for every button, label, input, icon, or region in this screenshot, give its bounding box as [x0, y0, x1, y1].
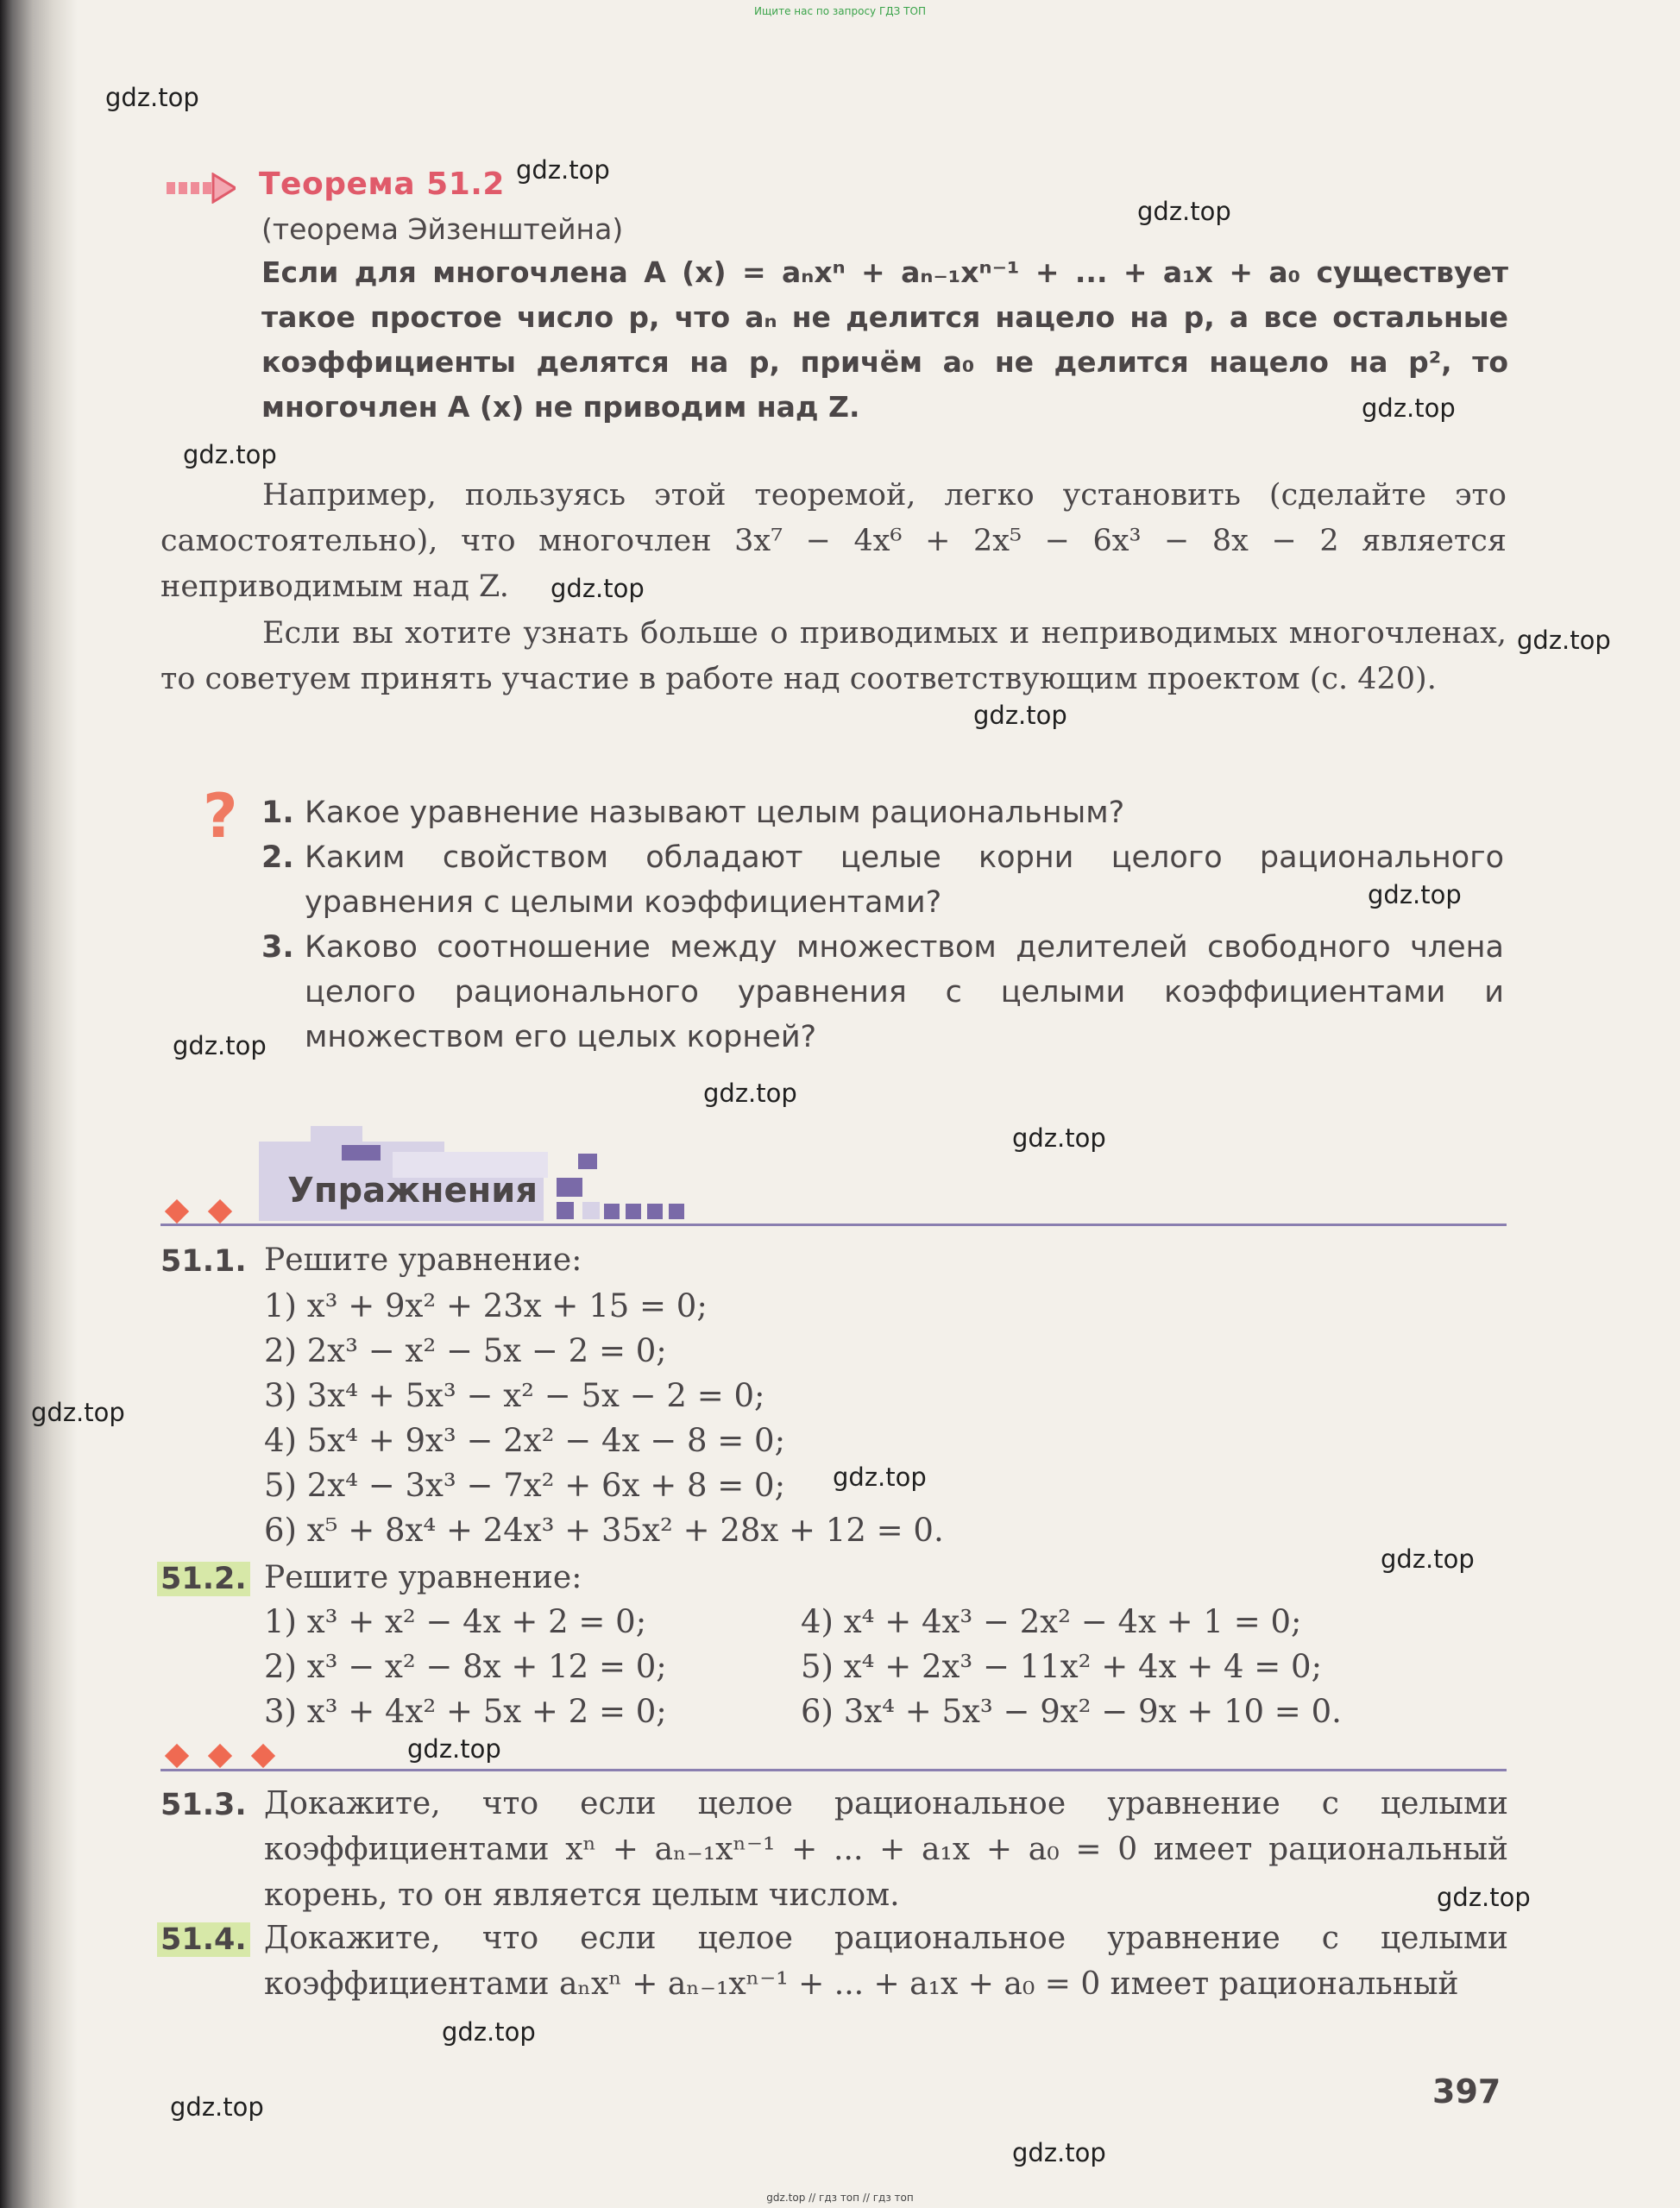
- watermark: gdz.top: [703, 1079, 797, 1108]
- paragraph: Если вы хотите узнать больше о приводимых и неприводимых многочленах, то советуем принять участие в работе над соответствующим проектом (с. 420).: [160, 616, 1507, 696]
- exercise-text: Докажите, что если целое рациональное уравнение с целыми коэффициентами xⁿ + aₙ₋₁xⁿ⁻¹ + ... + a₁x + a₀ = 0 имеет рациональный корень, то он является целым числом.: [264, 1786, 1508, 1913]
- equation-item: 5) x⁴ + 2x³ − 11x² + 4x + 4 = 0;: [801, 1648, 1323, 1685]
- exercise-number: 51.4.: [157, 1922, 250, 1957]
- watermark: gdz.top: [1437, 1883, 1531, 1912]
- exercise-text: Докажите, что если целое рациональное уравнение с целыми коэффициентами aₙxⁿ + aₙ₋₁xⁿ⁻¹ + ... + a₁x + a₀ = 0 имеет рациональный: [264, 1921, 1508, 2002]
- watermark: gdz.top: [1137, 197, 1231, 226]
- watermark: gdz.top: [516, 155, 610, 185]
- header-note: Ищите нас по запросу ГДЗ ТОП: [754, 5, 926, 17]
- watermark: gdz.top: [1362, 393, 1456, 423]
- difficulty-diamonds-icon: [168, 1203, 255, 1224]
- equation-item: 2) 2x³ − x² − 5x − 2 = 0;: [264, 1332, 667, 1369]
- watermark: gdz.top: [105, 83, 199, 112]
- section-divider: [160, 1224, 1507, 1226]
- theorem-title: Теорема 51.2: [259, 167, 505, 202]
- section-divider: [160, 1769, 1507, 1771]
- watermark: gdz.top: [1012, 1123, 1106, 1153]
- watermark: gdz.top: [1012, 2138, 1106, 2167]
- equation-item: 4) 5x⁴ + 9x³ − 2x² − 4x − 8 = 0;: [264, 1422, 786, 1459]
- exercises-title: Упражнения: [287, 1171, 538, 1211]
- question-item: 3. Каково соотношение между множеством делителей свободного члена целого рационального уравнения с целыми коэффициентами и множеством его целых корней?: [261, 930, 1504, 1054]
- arrow-marker-icon: [167, 173, 236, 204]
- watermark: gdz.top: [1517, 626, 1611, 655]
- exercise-number: 51.1.: [160, 1244, 247, 1279]
- equation-item: 4) x⁴ + 4x³ − 2x² − 4x + 1 = 0;: [801, 1603, 1302, 1640]
- equation-item: 1) x³ + x² − 4x + 2 = 0;: [264, 1603, 647, 1640]
- equation-item: 2) x³ − x² − 8x + 12 = 0;: [264, 1648, 667, 1685]
- exercise-text: Решите уравнение:: [264, 1242, 582, 1278]
- exercise-number: 51.2.: [157, 1562, 250, 1596]
- equation-item: 1) x³ + 9x² + 23x + 15 = 0;: [264, 1287, 708, 1324]
- page-number: 397: [1432, 2073, 1501, 2110]
- equation-item: 5) 2x⁴ − 3x³ − 7x² + 6x + 8 = 0;: [264, 1467, 786, 1504]
- watermark: gdz.top: [170, 2092, 264, 2122]
- equation-item: 6) 3x⁴ + 5x³ − 9x² − 9x + 10 = 0.: [801, 1693, 1342, 1730]
- watermark: gdz.top: [1368, 880, 1462, 909]
- paragraph: Например, пользуясь этой теоремой, легко установить (сделайте это самостоятельно), что многочлен 3x⁷ − 4x⁶ + 2x⁵ − 6x³ − 8x − 2 является неприводимым над Z.: [160, 478, 1507, 604]
- theorem-body: Если для многочлена A (x) = aₙxⁿ + aₙ₋₁xⁿ⁻¹ + ... + a₁x + a₀ существует такое простое число p, что aₙ не делится нацело на p, а все остальные коэффициенты делятся на p, причём a₀ не делится нацело на p², то многочлен A (x) не приводим над Z.: [261, 255, 1508, 424]
- watermark: gdz.top: [833, 1463, 927, 1492]
- exercise-number: 51.3.: [160, 1788, 247, 1822]
- question-item: 1. Какое уравнение называют целым рациональным?: [261, 796, 1125, 830]
- watermark: gdz.top: [31, 1398, 125, 1427]
- watermark: gdz.top: [173, 1031, 267, 1060]
- watermark: gdz.top: [1381, 1544, 1475, 1574]
- equation-item: 6) x⁵ + 8x⁴ + 24x³ + 35x² + 28x + 12 = 0.: [264, 1512, 944, 1549]
- difficulty-diamonds-icon: [168, 1747, 298, 1768]
- equation-item: 3) x³ + 4x² + 5x + 2 = 0;: [264, 1693, 667, 1730]
- footer-note: gdz.top // гдз топ // гдз топ: [766, 2192, 914, 2204]
- watermark: gdz.top: [551, 574, 645, 603]
- equation-item: 3) 3x⁴ + 5x³ − x² − 5x − 2 = 0;: [264, 1377, 765, 1414]
- watermark: gdz.top: [183, 440, 277, 469]
- question-mark-icon: ?: [203, 781, 238, 852]
- exercise-text: Решите уравнение:: [264, 1560, 582, 1595]
- watermark: gdz.top: [973, 701, 1067, 730]
- watermark: gdz.top: [442, 2017, 536, 2047]
- book-binding-shadow: [0, 0, 78, 2208]
- question-item: 2. Каким свойством обладают целые корни целого рационального уравнения с целыми коэффициентами?: [261, 840, 1504, 920]
- watermark: gdz.top: [407, 1734, 501, 1764]
- theorem-subtitle: (теорема Эйзенштейна): [261, 212, 624, 246]
